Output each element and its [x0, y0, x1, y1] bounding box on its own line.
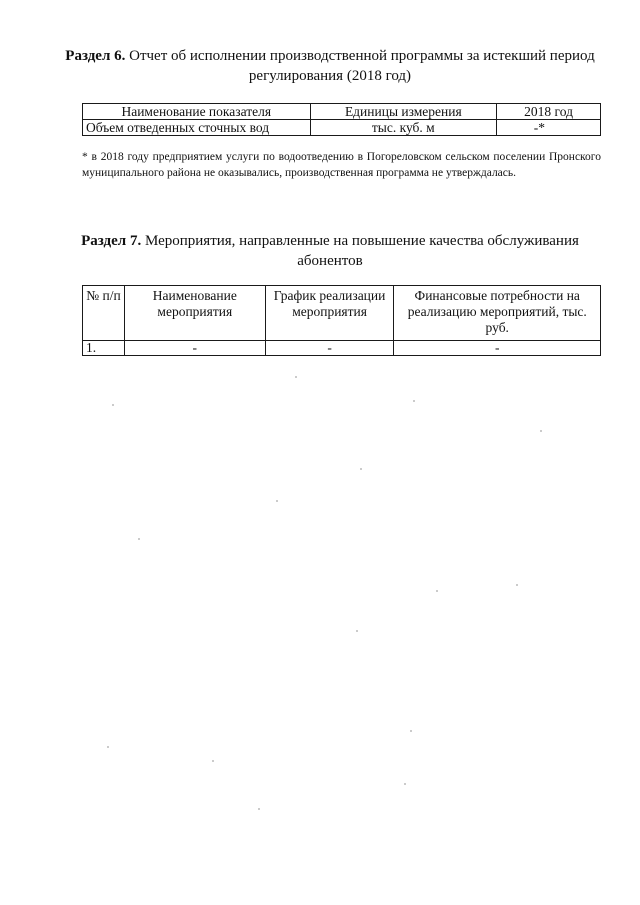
section-6-table — [82, 103, 601, 136]
cell-year-value: -* — [497, 120, 601, 136]
scan-speck — [295, 376, 297, 378]
header-schedule: График реализации мероприятия — [265, 286, 394, 341]
scan-speck — [276, 500, 278, 502]
cell-number: 1. — [83, 341, 125, 356]
header-units: Единицы измерения — [310, 104, 497, 120]
cell-units: тыс. куб. м — [310, 120, 497, 136]
section-6-footnote: * в 2018 году предприятием услуги по водоотведению в Погореловском сельском поселении Пронского муниципального района не оказывались, производственная программа не утверждалась. — [82, 151, 601, 179]
header-number: № п/п — [83, 286, 125, 341]
scan-speck — [516, 584, 518, 586]
scan-speck — [404, 783, 406, 785]
section-7-label: Раздел 7. — [81, 233, 142, 249]
scan-speck — [107, 746, 109, 748]
header-measure-name: Наименование мероприятия — [124, 286, 265, 341]
header-indicator-name: Наименование показателя — [83, 104, 311, 120]
section-7-heading — [60, 231, 600, 271]
table-header-row — [83, 286, 601, 341]
cell-measure-name: - — [124, 341, 265, 356]
cell-schedule: - — [265, 341, 394, 356]
header-year: 2018 год — [497, 104, 601, 120]
scan-speck — [436, 590, 438, 592]
scan-speck — [360, 468, 362, 470]
cell-indicator-name: Объем отведенных сточных вод — [83, 120, 311, 136]
scan-speck — [410, 730, 412, 732]
section-6-label: Раздел 6. — [65, 48, 126, 64]
table-row — [83, 341, 601, 356]
scan-speck — [212, 760, 214, 762]
table-row — [83, 120, 601, 136]
section-6-heading — [60, 46, 600, 86]
scan-speck — [112, 404, 114, 406]
section-7-title: Мероприятия, направленные на повышение качества обслуживания абонентов — [144, 233, 579, 269]
table-header-row — [83, 104, 601, 120]
scan-speck — [413, 400, 415, 402]
section-7-table — [82, 285, 601, 356]
scan-speck — [356, 630, 358, 632]
header-financial-needs: Финансовые потребности на реализацию мероприятий, тыс. руб. — [394, 286, 601, 341]
section-6-title: Отчет об исполнении производственной программы за истекший период регулирования (2018 год) — [129, 48, 595, 84]
scan-speck — [258, 808, 260, 810]
cell-financial-needs: - — [394, 341, 601, 356]
scan-speck — [540, 430, 542, 432]
scan-speck — [138, 538, 140, 540]
